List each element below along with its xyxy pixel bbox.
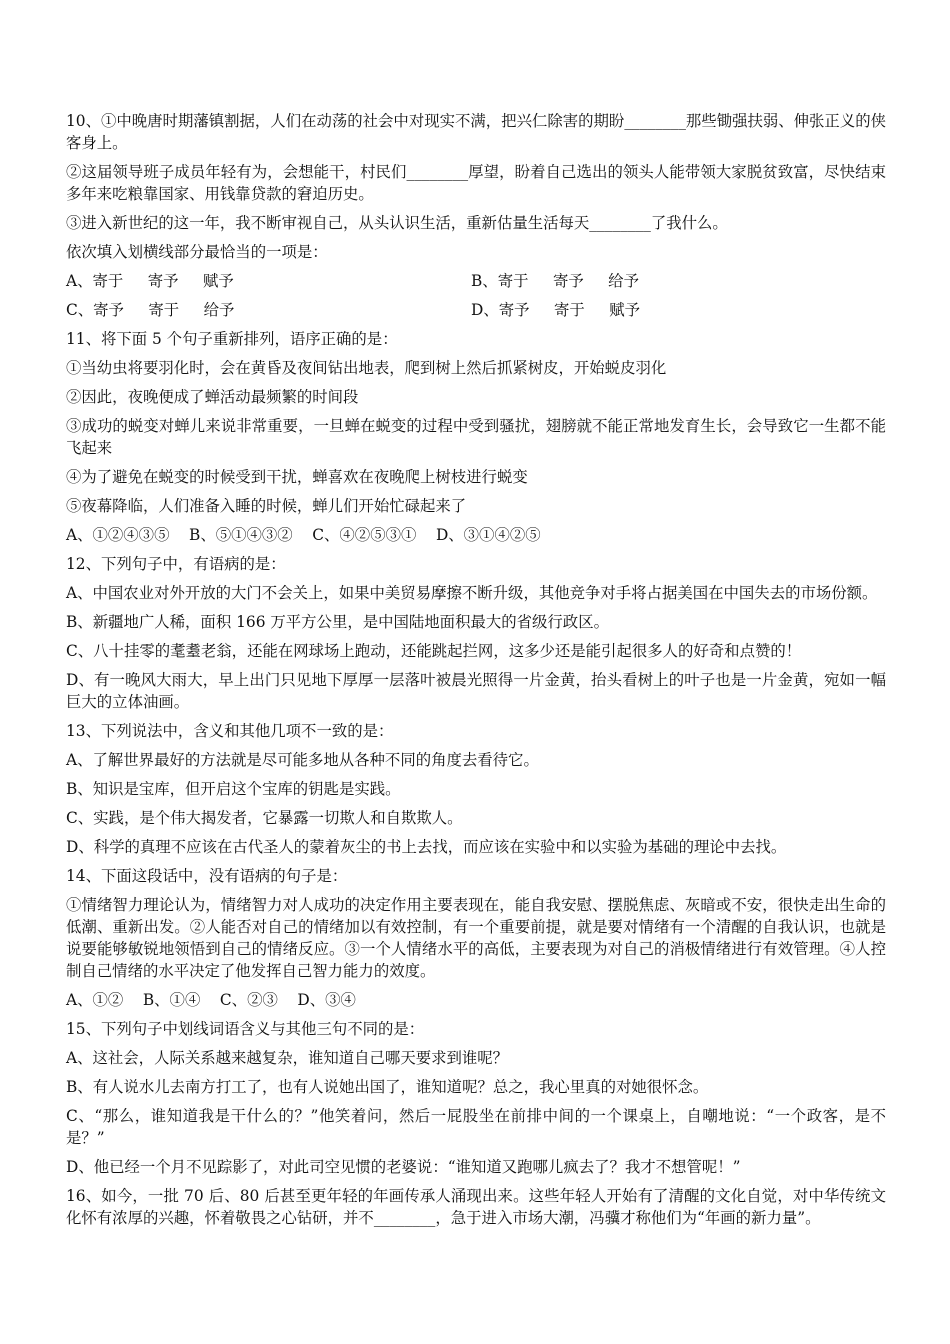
q13-option-a: A、了解世界最好的方法就是尽可能多地从各种不同的角度去看待它。 [66, 751, 539, 769]
q11-item-1: ①当幼虫将要羽化时，会在黄昏及夜间钻出地表，爬到树上然后抓紧树皮，开始蜕皮羽化 [66, 359, 667, 377]
q15-option-a: A、这社会，人际关系越来越复杂，谁知道自己哪天要求到谁呢？ [66, 1049, 509, 1067]
q14-stem: 14、下面这段话中，没有语病的句子是： [66, 867, 348, 885]
q10-option-d: D、寄予 寄于 赋予 [471, 301, 640, 319]
q10-sentence-1: 10、①中晚唐时期藩镇割据，人们在动荡的社会中对现实不满，把兴仁除害的期盼________那些锄强扶弱、伸张正义的侠客身上。 [66, 112, 886, 152]
question-12 [66, 553, 886, 713]
question-15 [66, 1018, 886, 1178]
q10-option-c: C、寄予 寄于 给予 [66, 301, 235, 319]
question-10 [66, 110, 886, 321]
q12-option-d: D、有一晚风大雨大，早上出门只见地下厚厚一层落叶被晨光照得一片金黄，抬头看树上的叶子也是一片金黄，宛如一幅巨大的立体油画。 [66, 671, 886, 711]
q10-option-a: A、寄于 寄予 赋予 [66, 272, 234, 290]
q10-options [66, 270, 886, 292]
q10-sentence-3: ③进入新世纪的这一年，我不断审视自己，从头认识生活，重新估量生活每天________了我什么。 [66, 214, 728, 232]
q11-stem: 11、将下面 5 个句子重新排列，语序正确的是： [66, 330, 398, 348]
q12-stem: 12、下列句子中，有语病的是： [66, 555, 286, 573]
q13-option-d: D、科学的真理不应该在古代圣人的蒙着灰尘的书上去找，而应该在实验中和以实验为基础的理论中去找。 [66, 838, 787, 856]
question-13 [66, 720, 886, 858]
q12-option-c: C、八十挂零的耄耋老翁，还能在网球场上跑动，还能跳起拦网，这多少还是能引起很多人的好奇和点赞的！ [66, 642, 802, 660]
q11-item-4: ④为了避免在蜕变的时候受到干扰，蝉喜欢在夜晚爬上树枝进行蜕变 [66, 468, 528, 486]
exam-page [66, 110, 886, 1236]
q13-option-c: C、实践，是个伟大揭发者，它暴露一切欺人和自欺欺人。 [66, 809, 463, 827]
q13-option-b: B、知识是宝库，但开启这个宝库的钥匙是实践。 [66, 780, 401, 798]
q14-passage: ①情绪智力理论认为，情绪智力对人成功的决定作用主要表现在，能自我安慰、摆脱焦虑、灰暗或不安，很快走出生命的低潮、重新出发。②人能否对自己的情绪加以有效控制，有一个重要前提，就是要对情绪有一个清醒的自我认识，也就是说要能够敏锐地领悟到自己的情绪反应。③一个人情绪水平的高低，主要表现为对自己的消极情绪进行有效管理。④人控制自己情绪的水平决定了他发挥自己智力能力的效度。 [66, 896, 886, 980]
q15-stem: 15、下列句子中划线词语含义与其他三句不同的是： [66, 1020, 425, 1038]
question-11 [66, 328, 886, 546]
q10-options-row2 [66, 299, 886, 321]
q14-options: A、①② B、①④ C、②③ D、③④ [66, 991, 356, 1009]
q12-option-b: B、新疆地广人稀，面积 166 万平方公里，是中国陆地面积最大的省级行政区。 [66, 613, 609, 631]
q15-option-b: B、有人说水儿去南方打工了，也有人说她出国了，谁知道呢？总之，我心里真的对她很怀念。 [66, 1078, 709, 1096]
question-14 [66, 865, 886, 1011]
q11-item-5: ⑤夜幕降临，人们准备入睡的时候，蝉儿们开始忙碌起来了 [66, 497, 467, 515]
q15-option-c: C、“那么，谁知道我是干什么的？”他笑着问，然后一屁股坐在前排中间的一个课桌上，自嘲地说：“一个政客，是不是？” [66, 1107, 886, 1147]
q11-options: A、①②④③⑤ B、⑤①④③② C、④②⑤③① D、③①④②⑤ [66, 526, 541, 544]
q16-stem: 16、如今，一批 70 后、80 后甚至更年轻的年画传承人涌现出来。这些年轻人开始有了清醒的文化自觉，对中华传统文化怀有浓厚的兴趣，怀着敬畏之心钻研，并不________，急于进入市场大潮，冯骥才称他们为“年画的新力量”。 [66, 1187, 886, 1227]
q11-item-2: ②因此，夜晚便成了蝉活动最频繁的时间段 [66, 388, 359, 406]
q12-option-a: A、中国农业对外开放的大门不会关上，如果中美贸易摩擦不断升级，其他竞争对手将占据美国在中国失去的市场份额。 [66, 584, 878, 602]
q10-option-b: B、寄于 寄予 给予 [471, 272, 639, 290]
q13-stem: 13、下列说法中，含义和其他几项不一致的是： [66, 722, 394, 740]
q10-prompt: 依次填入划横线部分最恰当的一项是： [66, 243, 328, 261]
q15-option-d: D、他已经一个月不见踪影了，对此司空见惯的老婆说：“谁知道又跑哪儿疯去了？我才不想管呢！” [66, 1158, 741, 1176]
q11-item-3: ③成功的蜕变对蝉儿来说非常重要，一旦蝉在蜕变的过程中受到骚扰，翅膀就不能正常地发育生长，会导致它一生都不能飞起来 [66, 417, 886, 457]
question-16 [66, 1185, 886, 1229]
q10-sentence-2: ②这届领导班子成员年轻有为，会想能干，村民们________厚望，盼着自己选出的领头人能带领大家脱贫致富，尽快结束多年来吃粮靠国家、用钱靠贷款的窘迫历史。 [66, 163, 886, 203]
